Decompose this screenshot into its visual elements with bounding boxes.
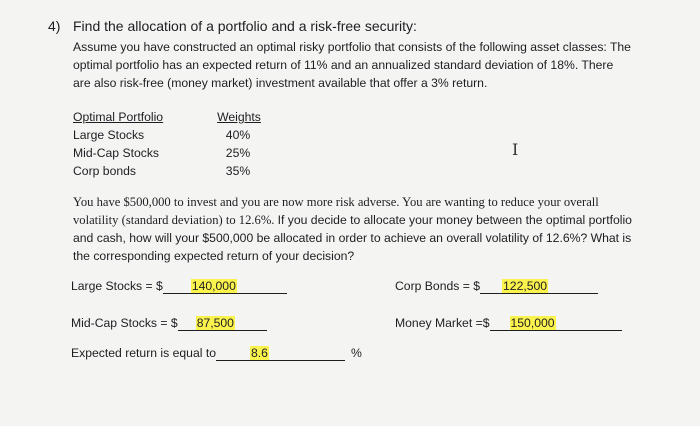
text-cursor-icon: I [512,140,519,159]
money-market-value: 150,000 [510,316,555,330]
expected-return-label: Expected return is equal to [71,346,216,360]
mid-cap-field[interactable] [196,316,267,331]
table-header-weights: Weights [217,110,261,124]
question-number: 4) [48,18,61,34]
paragraph-2-part-a: You have $500,000 to invest and you are now more risk adverse. You are wanting to reduce your overall volatility (standard deviation) to 12.6%. [73,195,599,227]
large-stocks-value: 140,000 [191,279,236,293]
corp-bonds-field[interactable] [502,279,598,294]
table-cell-weight: 25% [225,146,251,160]
table-header-portfolio: Optimal Portfolio [73,110,164,124]
mid-cap-answer [71,316,267,331]
expected-return-value: 8.6 [250,346,268,360]
table-cell-weight: 35% [225,164,251,178]
money-market-answer [395,316,622,331]
mid-cap-value: 87,500 [196,316,234,330]
question-title: Find the allocation of a portfolio and a risk-free security: [73,18,417,34]
money-market-field[interactable] [510,316,622,331]
table-cell-asset: Large Stocks [73,128,145,142]
large-stocks-label: Large Stocks = $ [71,279,163,293]
mid-cap-label: Mid-Cap Stocks = $ [71,316,178,330]
corp-bonds-answer [395,279,598,294]
table-cell-asset: Mid-Cap Stocks [73,146,160,160]
expected-return-unit: % [350,346,362,360]
question-paragraph-2 [73,193,633,265]
table-cell-asset: Corp bonds [73,164,137,178]
expected-return-field[interactable] [250,346,345,361]
table-cell-weight: 40% [225,128,251,142]
question-paragraph-1: Assume you have constructed an optimal risky portfolio that consists of the following asset classes: The optimal portfolio has an expected return of 11% and an annualized standard deviation of 18%. There are also risk-free (money market) investment available that offer a 3% return. [73,40,631,90]
corp-bonds-value: 122,500 [503,279,548,293]
large-stocks-answer [71,279,287,294]
corp-bonds-label: Corp Bonds = $ [395,279,481,293]
large-stocks-field[interactable] [191,279,287,294]
money-market-label: Money Market =$ [395,316,490,330]
paragraph-2-part-b: If you decide to allocate your money between the optimal portfolio and cash, how will your $500,000 be allocated in order to achieve an overall volatility of 12.6%? What is the corresponding expected return of your decision? [73,213,632,263]
expected-return-answer [71,346,362,361]
